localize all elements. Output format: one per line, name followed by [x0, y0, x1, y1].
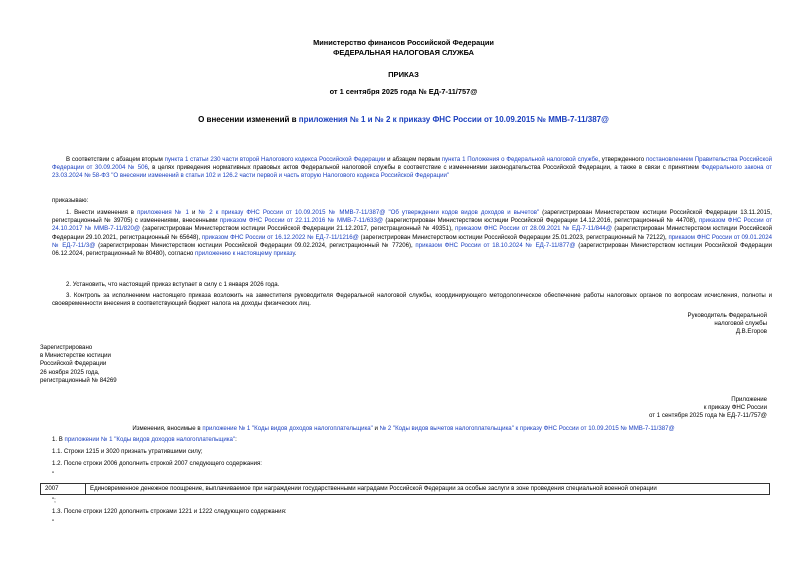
appendix-point-1-2: 1.2. После строки 2006 дополнить строкой 2007 следующего содержания: [52, 460, 262, 467]
link-appendix-1-income[interactable]: приложении № 1 "Коды видов доходов налогоплательщика" [64, 436, 236, 443]
registration-line: регистрационный № 84269 [40, 376, 117, 384]
item-text: 1. Внести изменения в [66, 209, 138, 216]
quote-open: " [52, 471, 55, 478]
preamble-text: В соответствии с абзацем вторым [66, 156, 165, 163]
doc-date-number: от 1 сентября 2025 года № ЕД-7-11/757@ [329, 87, 478, 96]
doc-title [0, 115, 807, 126]
link-order-2022[interactable]: приказом ФНС России от 16.12.2022 № ЕД-7-11/1216@ [201, 233, 359, 241]
point-text: 1. В [52, 436, 65, 443]
link-government-resolution[interactable]: постановлением Правительства Российской Федерации от 30.09.2004 № 506 [52, 156, 773, 172]
service-name: ФЕДЕРАЛЬНАЯ НАЛОГОВАЯ СЛУЖБА [333, 48, 474, 58]
appendix-title-text: Изменения, вносимые в [132, 425, 203, 432]
ministry-name: Министерство финансов Российской Федерации [313, 38, 494, 47]
signature-line: Руководитель Федеральной [687, 312, 767, 319]
link-appendix-this-order[interactable]: приложению к настоящему приказу [195, 250, 295, 258]
link-appendix-1-codes[interactable]: приложение № 1 "Коды видов доходов налогоплательщика" [202, 425, 373, 432]
item-text: (зарегистрирован Министерством юстиции Российской Федерации 14.12.2016, регистрационный № 44708), [383, 217, 699, 225]
item-text: (зарегистрирован Министерством юстиции Российской Федерации 13.11.2015, регистрационный № 39705) с изменениями, внесенными [52, 209, 772, 225]
doc-type: ПРИКАЗ [388, 70, 419, 79]
registration-line: в Министерстве юстиции [40, 352, 111, 360]
link-appendix-2[interactable]: № 2 к приказу ФНС России от 10.09.2015 № ММВ-7-11/387@ "Об утверждении кодов видов доходов и вычетов" [198, 209, 540, 216]
title-link[interactable]: приложения № 1 и № 2 к приказу ФНС России от 10.09.2015 № ММВ-7-11/387@ [298, 115, 609, 124]
item-1 [52, 209, 772, 258]
item-text: (зарегистрирован Министерством юстиции Российской Федерации 25.01.2023, регистрационный № 72122), [358, 233, 669, 241]
point-text: : [235, 436, 237, 443]
table-row [41, 484, 770, 495]
link-order-2024-jan[interactable]: приказом ФНС России от 09.01.2024 № ЕД-7-11/3@ [52, 233, 773, 249]
item-text: (зарегистрирован Министерством юстиции Российской Федерации 21.12.2017, регистрационный № 49351), [140, 225, 456, 233]
link-order-2021[interactable]: приказом ФНС России от 28.09.2021 № ЕД-7-11/844@ [455, 225, 613, 233]
preamble-text: и абзацем первым [385, 156, 442, 163]
quote-close: "; [52, 497, 56, 504]
registration-line: Зарегистрировано [40, 344, 93, 351]
registration-block [40, 344, 117, 385]
registration-line: 26 ноября 2025 года, [40, 368, 100, 376]
appendix-line: от 1 сентября 2025 года № ЕД-7-11/757@ [649, 412, 767, 420]
appendix-point-1 [52, 436, 237, 444]
appendix-title [0, 425, 807, 433]
item-text: . [294, 250, 297, 258]
link-fns-regulation[interactable]: пункта 1 Положения о Федеральной налоговой службе [441, 156, 599, 163]
item-text: (зарегистрирован Министерством юстиции Российской Федерации 29.10.2021, регистрационный № 65648), [52, 225, 773, 241]
preamble [52, 156, 772, 181]
appendix-line: к приказу ФНС России [703, 404, 767, 412]
link-order-2016[interactable]: приказом ФНС России от 22.11.2016 № ММВ-7-11/633@ [219, 217, 384, 225]
appendix-header [649, 396, 767, 421]
item-text: (зарегистрирован Министерством юстиции Российской Федерации 06.12.2024, регистрационный № 80480), согласно [52, 241, 773, 258]
appendix-point-1-1: 1.1. Строки 1215 и 3020 признать утратившими силу; [52, 448, 203, 455]
appendix-point-1-3: 1.3. После строки 1220 дополнить строками 1221 и 1222 следующего содержания: [52, 508, 287, 515]
appendix-line: Приложение [731, 396, 767, 403]
signature-block [688, 312, 767, 337]
registration-line: Российской Федерации [40, 360, 107, 368]
description-cell: Единовременное денежное поощрение, выплачиваемое при награждении государственными наградами Российской Федерации за особые заслуги в зоне проведения специальной военной операции [86, 484, 770, 495]
preamble-text: , утвержденного [598, 156, 646, 163]
item-3: 3. Контроль за исполнением настоящего приказа возложить на заместителя руководителя Федеральной налоговой службы, координирующего методологическое обеспечение работы налоговых органов по вопросам исчисления, полноты и своевременности внесения в соответствующий бюджет налога на доходы физических лиц. [52, 292, 772, 308]
item-2: 2. Установить, что настоящий приказ вступает в силу с 1 января 2026 года. [66, 281, 280, 288]
signature-line: налоговой службы [714, 320, 767, 328]
preamble-text: , в целях приведения нормативных правовых актов Федеральной налоговой службы в соответствие с изменениями законодательства Российской Федерации, а также в связи с принятием [147, 164, 702, 172]
link-order-2024-oct[interactable]: приказом ФНС России от 18.10.2024 № ЕД-7-11/877@ [415, 241, 576, 249]
document-header [0, 38, 807, 59]
item-text: и [188, 209, 199, 216]
link-federal-law-58[interactable]: Федерального закона от 23.03.2024 № 58-ФЗ "О внесении изменений в статьи 102 и 126.2 части первой и часть вторую Налогового кодекса Российской Федерации" [52, 164, 773, 180]
command-word: приказываю: [52, 197, 89, 204]
codes-table [40, 483, 770, 495]
appendix-title-text: и [372, 425, 380, 432]
link-appendix-1[interactable]: приложения № 1 [137, 209, 189, 216]
link-order-2017[interactable]: приказом ФНС России от 24.10.2017 № ММВ-7-11/820@ [52, 217, 772, 233]
code-cell: 2007 [41, 484, 86, 495]
quote-open-2: " [52, 519, 55, 526]
item-text: (зарегистрирован Министерством юстиции Российской Федерации 09.02.2024, регистрационный № 77206), [95, 241, 416, 249]
title-prefix: О внесении изменений в [198, 115, 299, 124]
link-tax-code-230[interactable]: пункта 1 статьи 230 части второй Налогового кодекса Российской Федерации [164, 156, 386, 163]
link-appendix-2-codes[interactable]: № 2 "Коды видов вычетов налогоплательщика" к приказу ФНС России от 10.09.2015 № ММВ-7-11/387@ [379, 425, 675, 432]
signature-name: Д.В.Егоров [735, 328, 767, 336]
